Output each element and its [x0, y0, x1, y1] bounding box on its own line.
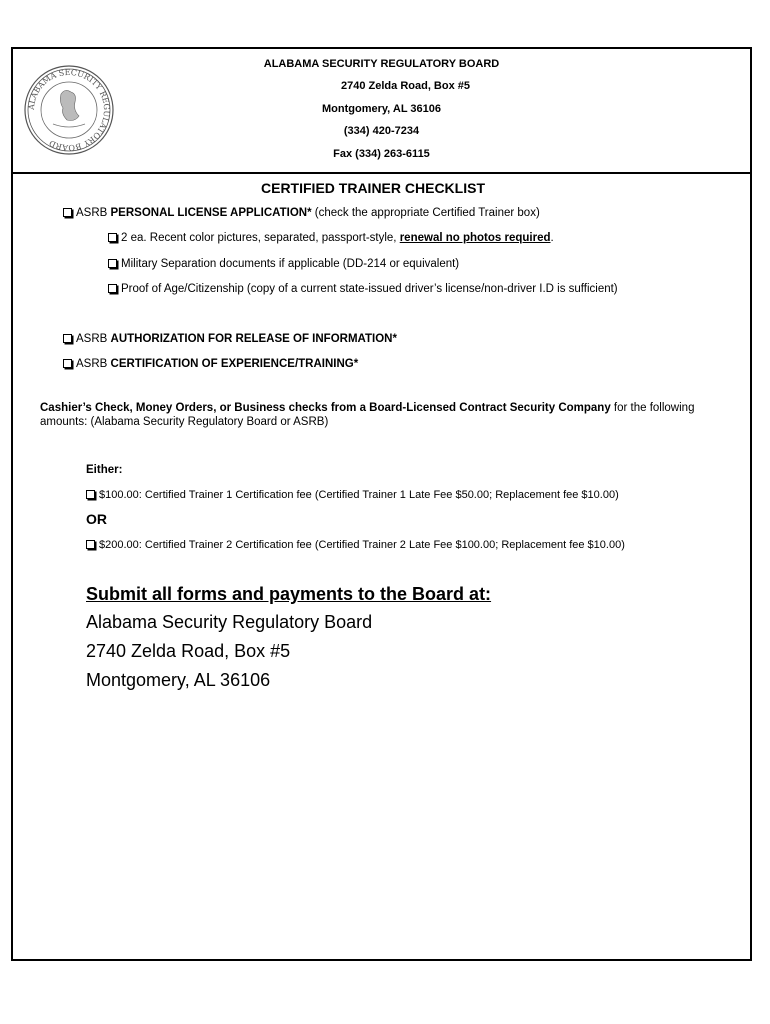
checklist-title: CERTIFIED TRAINER CHECKLIST: [261, 180, 485, 196]
svg-text:ALABAMA SECURITY REGULATORY BO: ALABAMA SECURITY REGULATORY BOARD: [26, 67, 112, 153]
payment-instructions: Cashier’s Check, Money Orders, or Business checks from a Board-Licensed Contract Security Company for the following amounts: (Alabama Security Regulatory Board or ASRB): [40, 402, 695, 428]
checkbox-icon[interactable]: [63, 334, 72, 343]
checkbox-icon[interactable]: [108, 259, 117, 268]
checklist-item-military: Military Separation documents if applicable (DD-214 or equivalent): [108, 258, 459, 270]
or-label: OR: [86, 511, 107, 527]
checkbox-icon[interactable]: [63, 208, 72, 217]
checkbox-icon[interactable]: [108, 233, 117, 242]
submit-heading: Submit all forms and payments to the Board at:: [86, 584, 492, 604]
submit-address-line-3: Montgomery, AL 36106: [86, 670, 271, 690]
org-phone: (334) 420-7234: [343, 125, 420, 137]
checkbox-icon[interactable]: [86, 540, 95, 549]
submit-address-line-1: Alabama Security Regulatory Board: [86, 612, 373, 632]
checklist-item-personal-license: ASRB PERSONAL LICENSE APPLICATION* (check the appropriate Certified Trainer box): [63, 207, 540, 219]
checkbox-icon[interactable]: [86, 490, 95, 499]
checklist-item-proof-of-age: Proof of Age/Citizenship (copy of a current state-issued driver’s license/non-driver I.D is sufficient): [108, 283, 618, 295]
checklist-item-certification: ASRB CERTIFICATION OF EXPERIENCE/TRAINING*: [63, 358, 358, 370]
letterhead: [13, 49, 750, 174]
org-name: ALABAMA SECURITY REGULATORY BOARD: [263, 58, 500, 70]
org-address: 2740 Zelda Road, Box #5: [341, 80, 470, 92]
checkbox-icon[interactable]: [63, 359, 72, 368]
fee-option-trainer-2: $200.00: Certified Trainer 2 Certification fee (Certified Trainer 2 Late Fee $100.00; Replacement fee $10.00): [86, 539, 625, 551]
fee-option-trainer-1: $100.00: Certified Trainer 1 Certification fee (Certified Trainer 1 Late Fee $50.00; Replacement fee $10.00): [86, 489, 619, 501]
checklist-item-photos: 2 ea. Recent color pictures, separated, passport-style, renewal no photos required.: [108, 232, 554, 244]
checkbox-icon[interactable]: [108, 284, 117, 293]
submit-address-line-2: 2740 Zelda Road, Box #5: [86, 641, 291, 661]
checklist-item-authorization: ASRB AUTHORIZATION FOR RELEASE OF INFORMATION*: [63, 333, 397, 345]
org-city: Montgomery, AL 36106: [322, 103, 441, 115]
org-fax: Fax (334) 263-6115: [333, 148, 430, 160]
either-label: Either:: [86, 464, 123, 476]
